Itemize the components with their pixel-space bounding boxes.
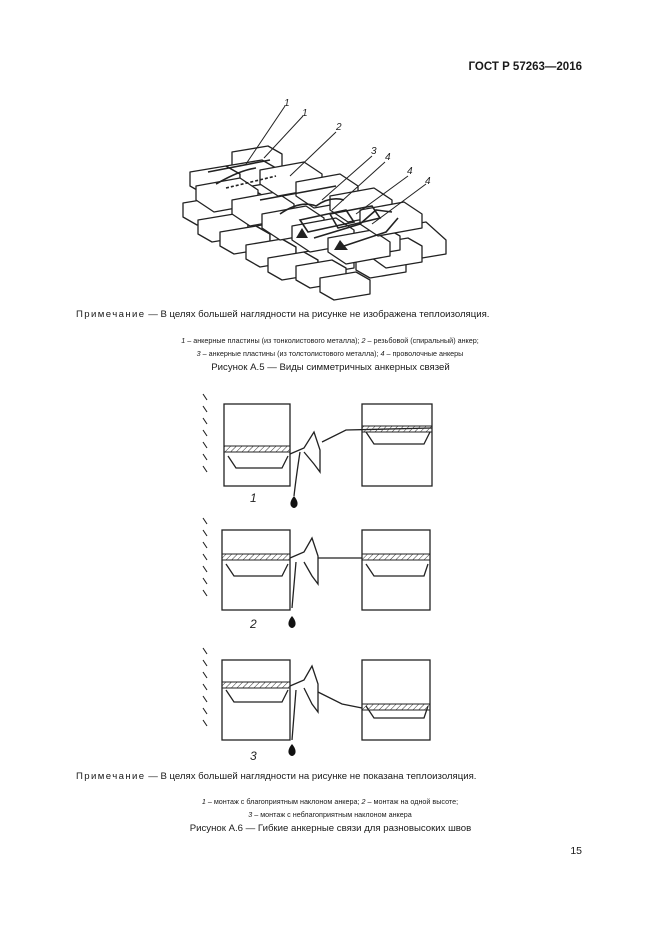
callout-label: 4	[385, 152, 391, 163]
panel-label: 1	[250, 491, 257, 505]
figure-a6-legend	[90, 795, 570, 821]
figure-a5-note	[76, 309, 489, 320]
document-header: ГОСТ Р 57263—2016	[468, 61, 582, 73]
note-text: — В целях большей наглядности на рисунке не показана теплоизоляция.	[145, 771, 477, 782]
figure-a5-drawing	[0, 80, 661, 305]
figure-a6-note	[76, 771, 476, 782]
legend-line: 1 – монтаж с благоприятным наклоном анкера; 2 – монтаж на одной высоте;	[201, 797, 459, 806]
figure-a6-panel-2	[0, 514, 661, 636]
figure-a5-legend	[90, 334, 570, 360]
figure-a6-caption: Рисунок А.6 — Гибкие анкерные связи для разновысоких швов	[189, 823, 472, 834]
callout-label: 1	[284, 98, 290, 109]
callout-label: 3	[371, 146, 377, 157]
callout-label: 1	[302, 108, 308, 119]
note-label: Примечание	[76, 309, 146, 320]
legend-line: 3 – монтаж с неблагоприятным наклоном анкера	[248, 810, 412, 819]
callout-label: 4	[407, 166, 413, 177]
panel-label: 2	[250, 617, 257, 631]
panel-label: 3	[250, 749, 257, 763]
callout-label: 2	[336, 122, 342, 133]
figure-a6-panel-3	[0, 636, 661, 766]
legend-line: 3 – анкерные пластины (из толстолистового металла); 4 – проволочные анкеры	[196, 349, 464, 358]
note-text: — В целях большей наглядности на рисунке не изображена теплоизоляция.	[145, 309, 490, 320]
page-number: 15	[570, 845, 582, 857]
figure-a6-panel-1	[0, 388, 661, 514]
legend-line: 1 – анкерные пластины (из тонколистового металла); 2 – резьбовой (спиральный) анкер;	[181, 336, 479, 345]
callout-label: 4	[425, 176, 431, 187]
note-label: Примечание	[76, 771, 146, 782]
figure-a5-caption: Рисунок А.5 — Виды симметричных анкерных связей	[211, 362, 450, 373]
